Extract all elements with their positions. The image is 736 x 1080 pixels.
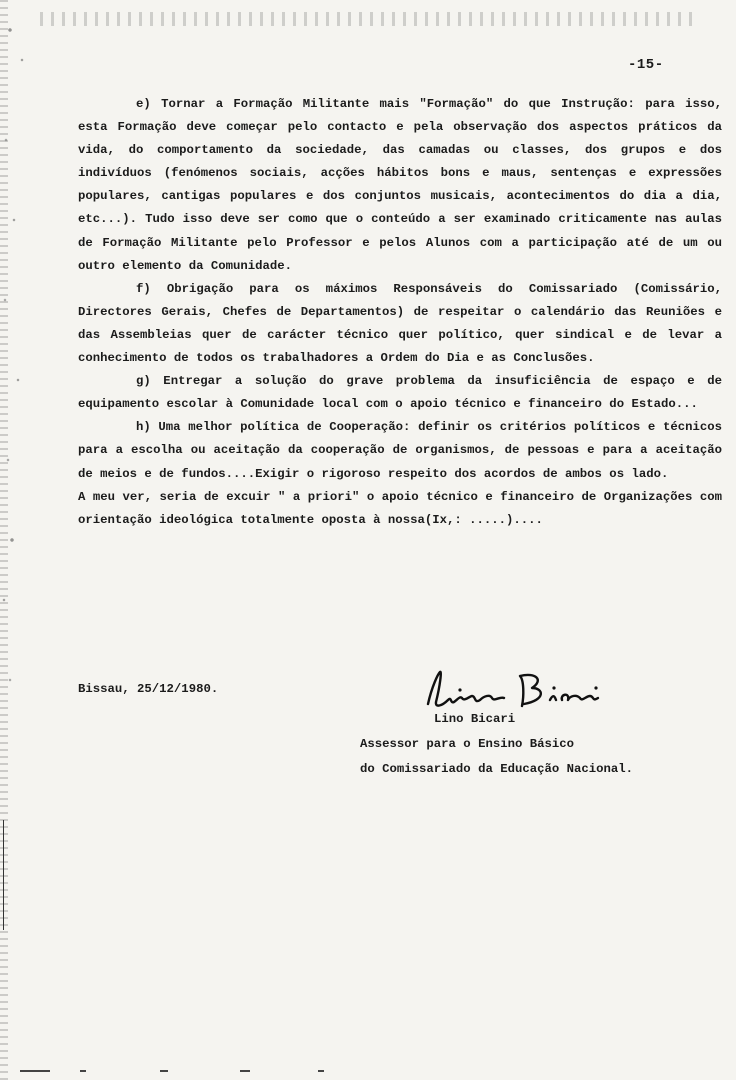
paragraph-note: A meu ver, seria de excuir " a priori" o apoio técnico e financeiro de Organizações com orientação ideológica totalmente oposta à nossa(Ix,: .....).... bbox=[78, 489, 722, 527]
signer-name: Lino Bicari bbox=[434, 712, 516, 726]
handwritten-signature bbox=[420, 666, 630, 718]
paragraph-e: e) Tornar a Formação Militante mais "Formação" do que Instrução: para isso, esta Formação deve começar pelo contacto e pela observação dos aspectos práticos da vida, do comportamento da sociedade, das camadas ou classes, dos grupos e dos indivíduos (fenómenos sociais, acções hábitos bons e maus, sentenças e expressões populares, cantigas populares e dos conjuntos musicais, acontecimentos do dia a dia, etc...). Tudo isso deve ser como que o conteúdo a ser examinado criticamente nas aulas de Formação Militante pelo Professor e pelos Alunos com a participação até de um ou outro elemento da Comunidade. bbox=[78, 97, 722, 273]
paragraph-h: h) Uma melhor política de Cooperação: definir os critérios políticos e técnicos para a escolha ou aceitação da cooperação de organismos, de pessoas e para a aceitação de meios e de fundos....Exigir o rigoroso respeito dos acordos de ambos os lado. bbox=[78, 420, 722, 481]
document-body bbox=[78, 93, 722, 532]
paragraph-f: f) Obrigação para os máximos Responsáveis do Comissariado (Comissário, Directores Gerais, Chefes de Departamentos) de respeitar o calendário das Reuniões e das Assembleias quer de carácter técnico quer político, quer sindical e de levar a conhecimento de todos os trabalhadores a Ordem do Dia e as Conclusões. bbox=[78, 281, 722, 366]
scan-margin-line bbox=[3, 820, 4, 930]
signer-title-line1: Assessor para o Ensino Básico bbox=[360, 737, 575, 751]
dateline: Bissau, 25/12/1980. bbox=[78, 682, 219, 696]
paragraph-g: g) Entregar a solução do grave problema da insuficiência de espaço e de equipamento escolar à Comunidade local com o apoio técnico e financeiro do Estado... bbox=[78, 374, 722, 412]
scan-top-noise bbox=[40, 12, 700, 26]
signer-title-line2: do Comissariado da Educação Nacional. bbox=[360, 762, 634, 776]
page-number: -15- bbox=[628, 57, 664, 73]
scan-bottom-marks bbox=[0, 1070, 736, 1072]
scan-edge-noise bbox=[0, 0, 40, 1080]
